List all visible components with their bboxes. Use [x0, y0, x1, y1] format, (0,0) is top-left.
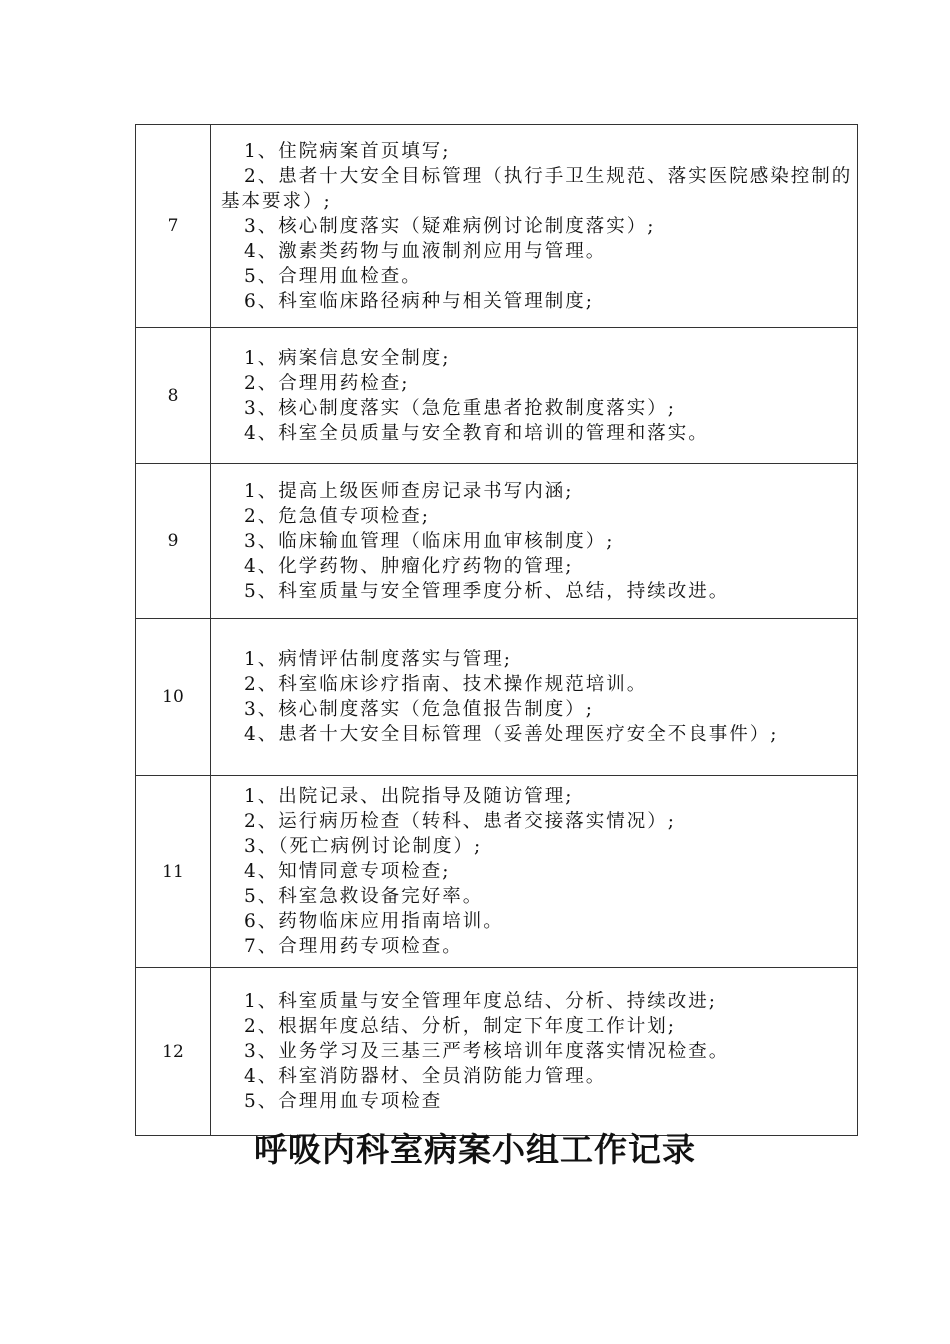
list-item: 3、核心制度落实（急危重患者抢救制度落实）;: [244, 397, 677, 419]
month-cell: 7: [136, 125, 211, 328]
list-item: 1、病情评估制度落实与管理;: [244, 649, 513, 670]
month-cell: 11: [136, 776, 211, 968]
list-item: 4、化学药物、肿瘤化疗药物的管理;: [244, 555, 574, 577]
list-item: 2、根据年度总结、分析，制定下年度工作计划;: [244, 1016, 677, 1037]
page-title: 呼吸内科室病案小组工作记录: [254, 1130, 696, 1169]
list-item: 2、运行病历检查（转科、患者交接落实情况）;: [244, 811, 677, 832]
list-item: 3、核心制度落实（疑难病例讨论制度落实）;: [244, 215, 656, 237]
table-row: [136, 776, 858, 968]
month-cell: 9: [136, 464, 211, 619]
list-item: 4、知情同意专项检查;: [244, 861, 451, 882]
list-item: 1、提高上级医师查房记录书写内涵;: [244, 480, 574, 502]
table-row: [136, 464, 858, 619]
items-cell: [211, 776, 858, 968]
list-item: 5、科室急救设备完好率。: [244, 886, 484, 907]
list-item: 4、激素类药物与血液制剂应用与管理。: [244, 240, 607, 262]
list-item: 3、核心制度落实（危急值报告制度）;: [244, 699, 595, 720]
list-item: 3、业务学习及三基三严考核培训年度落实情况检查。: [244, 1041, 730, 1062]
list-item: 1、病案信息安全制度;: [244, 347, 451, 369]
items-cell: [211, 464, 858, 619]
items-cell: [211, 619, 858, 776]
list-item: 6、药物临床应用指南培训。: [244, 911, 504, 932]
monthly-plan-table: [135, 124, 858, 1136]
table-row: [136, 619, 858, 776]
list-item: 5、合理用血专项检查: [244, 1091, 443, 1112]
table-row: [136, 328, 858, 464]
month-cell: 8: [136, 328, 211, 464]
month-cell: 12: [136, 968, 211, 1136]
list-item: 5、科室质量与安全管理季度分析、总结，持续改进。: [244, 580, 730, 602]
items-cell: [211, 968, 858, 1136]
items-cell: [211, 328, 858, 464]
list-item: 2、危急值专项检查;: [244, 505, 431, 527]
list-item: 1、科室质量与安全管理年度总结、分析、持续改进;: [244, 991, 718, 1012]
list-item: 4、科室消防器材、全员消防能力管理。: [244, 1066, 607, 1087]
list-item: 3、（死亡病例讨论制度）;: [244, 836, 483, 857]
list-item: 6、科室临床路径病种与相关管理制度;: [244, 290, 595, 312]
list-item: 2、合理用药检查;: [244, 372, 410, 394]
list-item: 3、临床输血管理（临床用血审核制度）;: [244, 530, 615, 552]
list-item: 1、出院记录、出院指导及随访管理;: [244, 786, 574, 807]
items-cell: [211, 125, 858, 328]
list-item: 2、患者十大安全目标管理（执行手卫生规范、落实医院感染控制的基本要求）;: [221, 165, 853, 212]
list-item: 2、科室临床诊疗指南、技术操作规范培训。: [244, 674, 648, 695]
list-item: 4、科室全员质量与安全教育和培训的管理和落实。: [244, 422, 709, 444]
table-row: [136, 968, 858, 1136]
list-item: 7、合理用药专项检查。: [244, 936, 463, 957]
month-cell: 10: [136, 619, 211, 776]
table-row: [136, 125, 858, 328]
list-item: 5、合理用血检查。: [244, 265, 422, 287]
list-item: 4、患者十大安全目标管理（妥善处理医疗安全不良事件）;: [244, 724, 779, 745]
list-item: 1、住院病案首页填写;: [244, 140, 451, 162]
